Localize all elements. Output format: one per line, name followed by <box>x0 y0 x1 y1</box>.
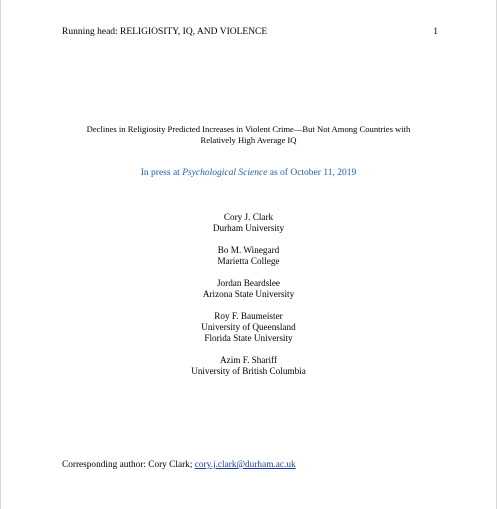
corresponding-author <box>62 459 296 471</box>
author-block <box>41 278 456 300</box>
author-block <box>41 212 456 234</box>
paper-title <box>41 124 456 146</box>
author-name: Azim F. Shariff <box>219 354 278 365</box>
author-name: Bo M. Winegard <box>217 244 280 255</box>
author-affiliation: Florida State University <box>204 333 293 344</box>
author-name: Jordan Beardslee <box>216 277 280 288</box>
running-head-label: Running head: RELIGIOSITY, IQ, AND VIOLENCE <box>62 27 268 37</box>
journal-name: Psychological Science <box>182 168 268 178</box>
author-block <box>41 311 456 345</box>
page-number: 1 <box>433 27 438 37</box>
author-name: Roy F. Baumeister <box>214 310 283 321</box>
press-status-prefix: In press at <box>140 168 183 178</box>
author-affiliation: Durham University <box>212 223 285 234</box>
press-status-suffix: as of October 11, 2019 <box>267 168 357 178</box>
author-block <box>41 355 456 377</box>
author-affiliation: Arizona State University <box>202 289 295 300</box>
author-list <box>41 212 456 388</box>
author-affiliation: Marietta College <box>217 256 280 267</box>
running-head <box>62 26 438 38</box>
press-status <box>41 167 456 179</box>
author-name: Cory J. Clark <box>223 212 274 222</box>
paper-title-line-1: Declines in Religiosity Predicted Increases in Violent Crime—But Not Among Countries with <box>86 124 411 134</box>
author-affiliation: University of British Columbia <box>191 366 306 377</box>
author-block <box>41 245 456 267</box>
author-affiliation: University of Queensland <box>201 321 296 332</box>
corresponding-author-label: Corresponding author: Cory Clark; <box>62 460 195 470</box>
email-link[interactable]: cory.j.clark@durham.ac.uk <box>194 460 296 470</box>
paper-title-line-2: Relatively High Average IQ <box>200 135 297 145</box>
